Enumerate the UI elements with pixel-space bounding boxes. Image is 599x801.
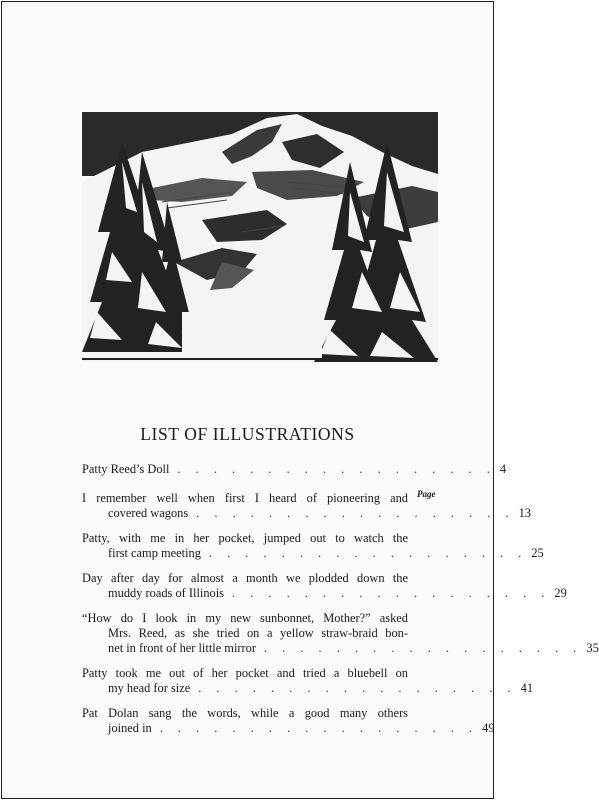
list-item	[82, 706, 495, 736]
entry-title-line: I remember well when first I heard of pioneering and	[82, 491, 408, 505]
list-of-illustrations-heading: LIST OF ILLUSTRATIONS	[140, 424, 355, 444]
entry-title-line: covered wagons	[108, 506, 189, 520]
entry-title-line: Mrs. Reed, as she tried on a yellow straw-braid bon-	[108, 626, 408, 640]
dot-leader: . . . . . . . . . . . . . . . . . .	[263, 641, 583, 655]
entry-title-line: Pat Dolan sang the words, while a good many others	[82, 706, 408, 720]
list-item	[82, 611, 599, 656]
entry-title-line: first camp meeting	[108, 546, 201, 560]
dot-leader: . . . . . . . . . . . . . . . . . .	[159, 721, 479, 735]
page-number: 35	[586, 641, 599, 655]
list-item	[82, 571, 567, 601]
page-number: 49	[482, 721, 495, 735]
list-item	[82, 531, 544, 561]
entry-title-line: joined in	[108, 721, 152, 735]
dot-leader: . . . . . . . . . . . . . . . . . .	[208, 546, 528, 560]
page-number: 4	[499, 462, 507, 476]
entry-title-line: net in front of her little mirror	[108, 641, 256, 655]
page-number: 25	[531, 546, 544, 560]
dot-leader: . . . . . . . . . . . . . . . . . .	[196, 506, 515, 520]
list-item	[82, 462, 507, 477]
entry-title-line: my head for size	[108, 681, 191, 695]
page-column-label: Page	[417, 489, 436, 499]
book-page	[1, 1, 599, 799]
entry-title-line: Patty Reed’s Doll	[82, 462, 170, 476]
entry-title-line: Patty, with me in her pocket, jumped out to watch the	[82, 531, 408, 545]
entry-title-line: Day after day for almost a month we plodded down the	[82, 571, 408, 585]
mountain-forest-woodcut	[82, 112, 438, 362]
entry-title-line: Patty took me out of her pocket and tried a bluebell on	[82, 666, 408, 680]
page-number: 41	[520, 681, 534, 695]
dot-leader: . . . . . . . . . . . . . . . . . .	[177, 462, 496, 476]
entry-title-line: “How do I look in my new sunbonnet, Mother?” asked	[82, 611, 408, 625]
entry-title-line: muddy roads of Illinois	[108, 586, 224, 600]
list-item	[82, 491, 531, 521]
dot-leader: . . . . . . . . . . . . . . . . . .	[231, 586, 551, 600]
dot-leader: . . . . . . . . . . . . . . . . . .	[198, 681, 517, 695]
page-number: 13	[518, 506, 531, 520]
page-number: 29	[554, 586, 567, 600]
woodcut-image	[82, 112, 438, 362]
list-item	[82, 666, 534, 696]
illustrations-list	[82, 462, 599, 746]
